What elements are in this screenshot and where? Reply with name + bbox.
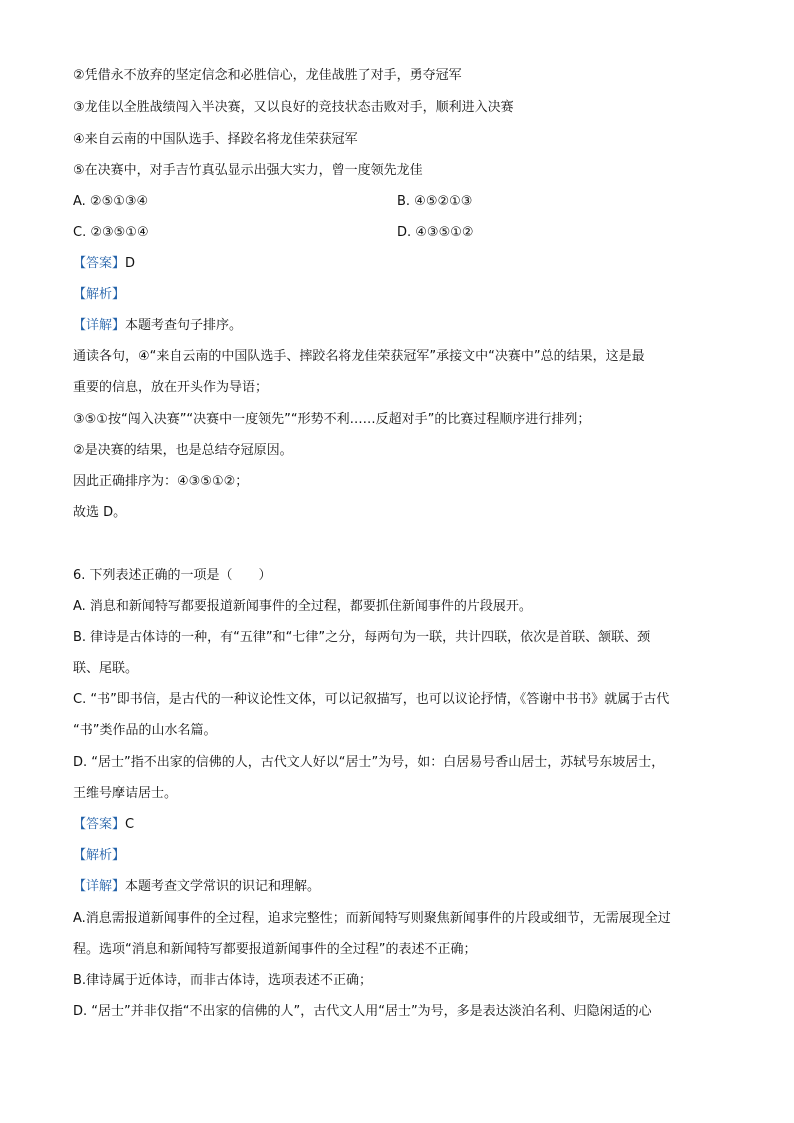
detail-text: 因此正确排序为：④③⑤①②； — [73, 474, 249, 489]
answer-line — [73, 254, 135, 274]
detail-tag: 【详解】 — [73, 318, 126, 333]
detail-text: ②是决赛的结果，也是总结夺冠原因。 — [73, 443, 293, 458]
q6-option-line: “书”类作品的山水名篇。 — [73, 723, 217, 738]
question-6-stem: 6. 下列表述正确的一项是（ ） — [73, 568, 272, 583]
q6-answer-value: C — [125, 817, 135, 832]
detail-text: 故选 D。 — [73, 505, 127, 520]
q6-analysis-tag-text: 【解析】 — [73, 848, 126, 863]
q6-detail-text: D. “居士”并非仅指“不出家的信佛的人”，古代文人用“居士”为号，多是表达淡泊名利、归隐闲适的心 — [73, 1004, 652, 1019]
q6-answer-line — [73, 815, 134, 835]
q6-detail-text: A.消息需报道新闻事件的全过程，追求完整性；而新闻特写则聚焦新闻事件的片段或细节，无需展现全过 — [73, 911, 671, 926]
detail-text: 通读各句，④“来自云南的中国队选手、摔跤名将龙佳荣获冠军”承接文中“决赛中”总的结果，这是最 — [73, 349, 645, 364]
q6-analysis-tag — [73, 846, 125, 866]
option-a: A. ②⑤①③④ — [73, 194, 149, 209]
q6-answer-tag: 【答案】 — [73, 817, 126, 832]
q6-detail-text: 本题考查文学常识的识记和理解。 — [125, 879, 321, 894]
detail-text: 重要的信息，放在开头作为导语； — [73, 380, 269, 395]
item-3: ③龙佳以全胜战绩闯入半决赛，又以良好的竞技状态击败对手，顺利进入决赛 — [73, 100, 514, 115]
q6-option-line: C. “书”即书信，是古代的一种议论性文体，可以记叙描写，也可以议论抒情，《答谢中书书》就属于古代 — [73, 692, 670, 707]
q6-detail-tag: 【详解】 — [73, 879, 126, 894]
item-4: ④来自云南的中国队选手、择跤名将龙佳荣获冠军 — [73, 132, 358, 147]
q6-detail-line — [73, 877, 320, 897]
q6-option-line: B. 律诗是古体诗的一种，有“五律”和“七律”之分，每两句为一联，共计四联，依次是首联、颔联、颈 — [73, 630, 651, 645]
answer-tag: 【答案】 — [73, 256, 126, 271]
answer-value: D — [125, 256, 136, 271]
q6-option-line: D. “居士”指不出家的信佛的人，古代文人好以“居士”为号，如：白居易号香山居士，苏轼号东坡居士， — [73, 755, 665, 770]
analysis-tag — [73, 285, 125, 305]
q6-option-line: 王维号摩诘居士。 — [73, 786, 178, 801]
q6-option-line: A. 消息和新闻特写都要报道新闻事件的全过程，都要抓住新闻事件的片段展开。 — [73, 599, 532, 614]
q6-detail-text: 程。选项“消息和新闻特写都要报道新闻事件的全过程”的表述不正确； — [73, 942, 477, 957]
q6-detail-text: B.律诗属于近体诗，而非古体诗，选项表述不正确； — [73, 973, 373, 988]
analysis-tag-text: 【解析】 — [73, 287, 126, 302]
q6-option-line: 联、尾联。 — [73, 661, 139, 676]
detail-text: ③⑤①按“闯入决赛”“决赛中一度领先”“形势不利……反超对手”的比赛过程顺序进行排列； — [73, 412, 591, 427]
option-b: B. ④⑤②①③ — [397, 194, 473, 209]
option-d: D. ④③⑤①② — [397, 225, 474, 240]
detail-text: 本题考查句子排序。 — [125, 318, 243, 333]
item-2: ②凭借永不放弃的坚定信念和必胜信心，龙佳战胜了对手，勇夺冠军 — [73, 68, 462, 83]
detail-line — [73, 316, 242, 336]
option-c: C. ②③⑤①④ — [73, 225, 149, 240]
item-5: ⑤在决赛中，对手吉竹真弘显示出强大实力，曾一度领先龙佳 — [73, 163, 423, 178]
